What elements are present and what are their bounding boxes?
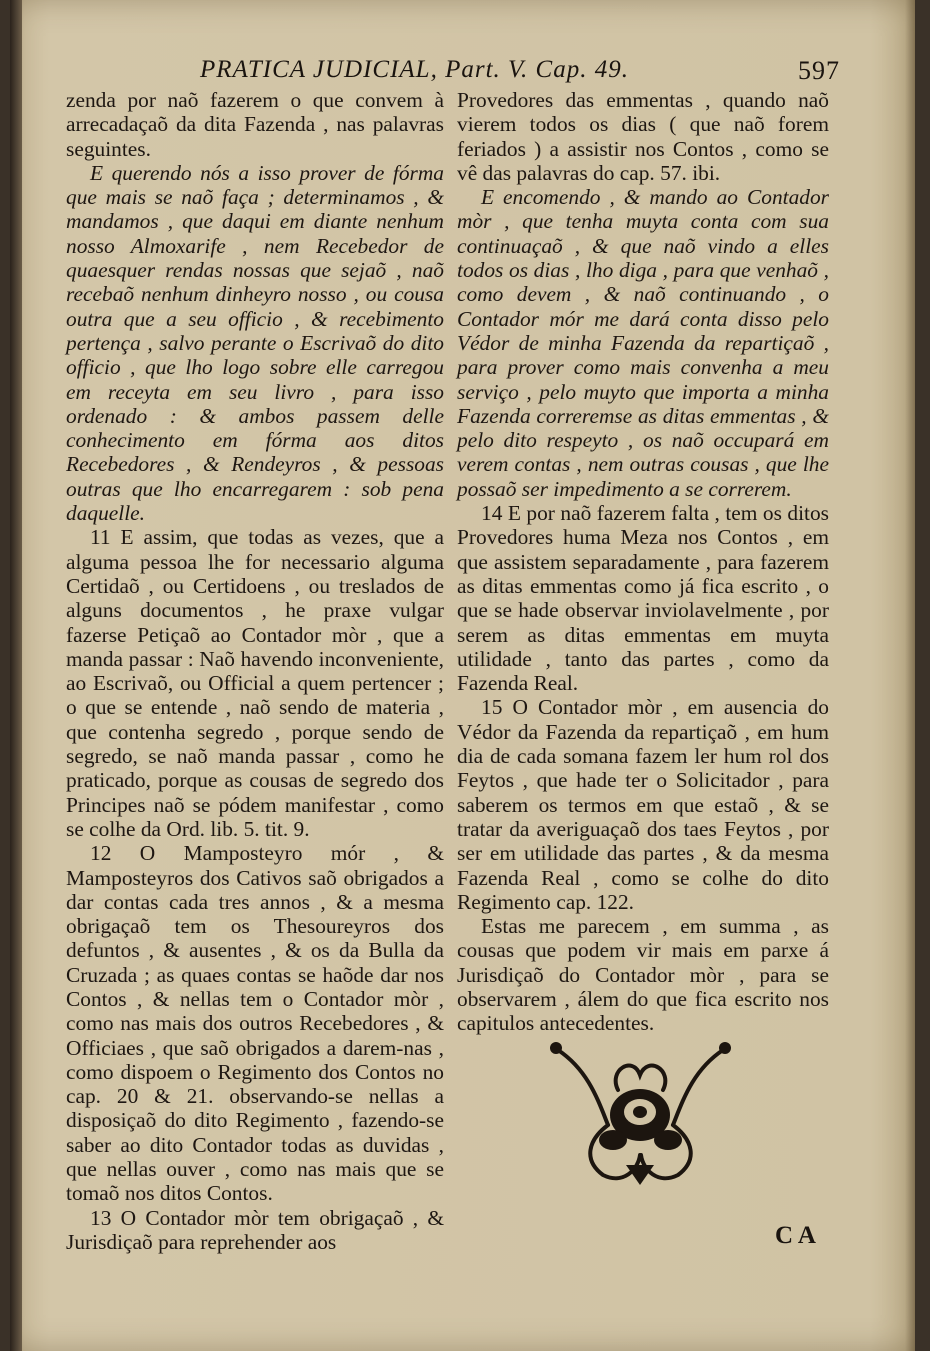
paragraph-15: 15 O Contador mòr , em ausencia do Védor da Fazenda da repartiçaõ , em hum dia de cada somana fazem ler hum rol dos Feytos , que hade ter o Solicitador , para saberem os termos em que estaõ , & se tratar da averiguaçaõ dos taes Feytos , por ser em utilidade das partes , & da mesma Fazenda Real , como se colhe do dito Regimento cap. 122. (457, 695, 829, 914)
paragraph-13: 13 O Contador mòr tem obrigaçaõ , & Jurisdiçaõ para reprehender aos (66, 1205, 444, 1254)
closing-paragraph: Estas me parecem , em summa , as cousas que podem vir mais em parxe á Jurisdiçaõ do Contador mòr , para se observarem , álem do que fica escrito nos capitulos antecedentes. (457, 914, 829, 1036)
paragraph-11: 11 E assim, que todas as vezes, que a alguma pessoa lhe for necessario alguma Certidaõ , ou Certidoens , ou treslados de alguns documentos , he praxe vulgar fazerse Petiçaõ ao Contador mòr , que a manda passar : Naõ havendo inconveniente, ao Escrivaõ, ou Official a quem pertencer ; o que se entende , naõ sendo de materia , que contenha segredo , porque sendo de segredo, se naõ manda passar , como he praticado, porque as cousas de segredo dos Principes naõ se pódem manifestar , como se colhe da Ord. lib. 5. tit. 9. (66, 525, 444, 841)
quoted-paragraph: E encomendo , & mando ao Contador mòr , que tenha muyta conta com sua continuaçaõ , & que naõ vindo a elles todos os dias , lho diga , para que venhaõ , como devem , & naõ continuando , o Contador mór me dará conta disso pelo Védor de minha Fazenda da repartiçaõ , para prover como mais convenha a meu serviço , pelo muyto que importa a minha Fazenda correremse as ditas emmentas , & pelo dito respeyto , os naõ occupará em verem contas , nem outras cousas , que lhe possaõ ser impedimento a se correrem. (457, 185, 829, 501)
paragraph: Provedores das emmentas , quando naõ vierem todos os dias ( que naõ forem feriados ) a assistir nos Contos , como se vê das palavras do cap. 57. ibi. (457, 88, 829, 185)
catchword: C A (775, 1222, 816, 1249)
paragraph-12: 12 O Mamposteyro mór , & Mamposteyros dos Cativos saõ obrigados a dar contas cada tres annos , & a mesma obrigaçaõ tem os Thesoureyros dos defuntos , & ausentes , & os da Bulla da Cruzada ; as quaes contas se haõde dar nos Contos , & nellas tem o Contador mòr , como nas mais dos outros Recebedores , & Officiaes , que saõ obrigados a darem-nas , como dispoem o Regimento dos Contos no cap. 20 & 21. observando-se nellas a disposiçaõ do dito Regimento , fazendo-se saber ao dito Contador todas as duvidas , que nellas ouver , como nas mais que se tomaõ nos ditos Contos. (66, 841, 444, 1206)
page-number: 597 (798, 56, 840, 85)
page-binding (10, 0, 22, 1351)
right-column (457, 88, 829, 1036)
quoted-paragraph: E querendo nós a isso prover de fórma que mais se naõ faça ; determinamos , & mandamos , que daqui em diante nenhum nosso Almoxarife , nem Recebedor de quaesquer rendas nossas que sejaõ , naõ recebaõ nenhum dinheyro nosso , ou cousa outra que a seu officio , & recebimento pertença , salvo perante o Escrivaõ do dito officio , que lho logo sobre elle carregou em receyta em seu livro , para isso ordenado : & ambos passem delle conhecimento em fórma aos ditos Recebedores , & Rendeyros , & pessoas outras que lho encarregarem : sob pena daquelle. (66, 160, 444, 526)
paragraph: zenda por naõ fazerem o que convem à arrecadaçaõ da dita Fazenda , nas palavras seguintes. (66, 88, 444, 161)
left-column (66, 88, 444, 1254)
ornament-icon (538, 1030, 743, 1190)
header-title: PRATICA JUDICIAL, Part. V. Cap. 49. (200, 56, 629, 83)
running-header (200, 56, 840, 84)
paragraph-14: 14 E por naõ fazerem falta , tem os ditos Provedores huma Meza nos Contos , em que assistem separadamente , para fazerem as ditas emmentas como já fica escrito , o que se hade observar inviolavelmente , por serem as ditas emmentas em muyta utilidade , tanto das partes , como da Fazenda Real. (457, 501, 829, 696)
